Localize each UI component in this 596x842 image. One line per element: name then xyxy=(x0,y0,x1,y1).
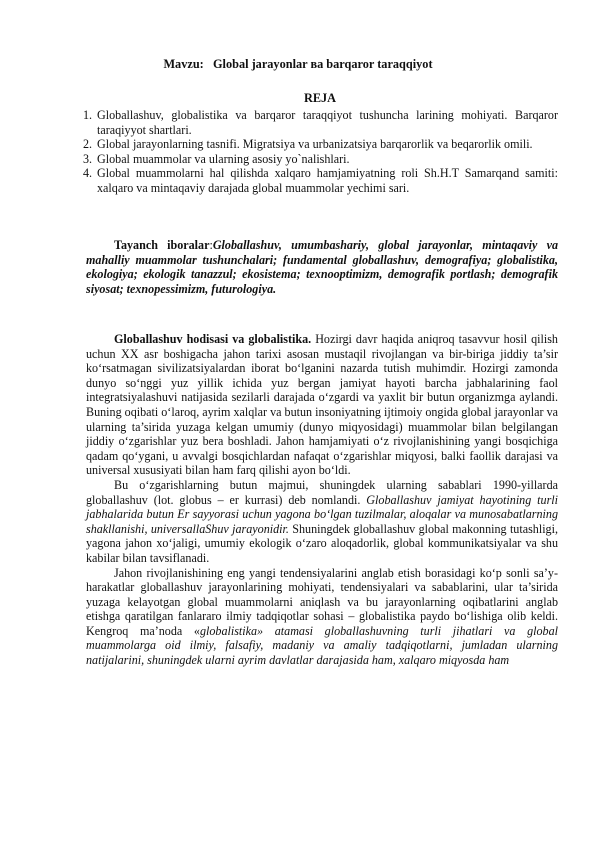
plan-item-number: 3. xyxy=(83,151,93,166)
keywords-label: Tayanch iboralar xyxy=(114,238,210,252)
plan-item xyxy=(83,137,558,152)
paragraph xyxy=(86,332,558,478)
paragraph xyxy=(86,478,558,566)
plan-item xyxy=(83,151,558,167)
plan-item-number: 4. xyxy=(83,166,93,181)
paragraph-text: Jahon rivojlanishining eng yangi tendensiyalarini anglab etish borasidagi ko‘p sonli sa’y-harakatlar globallashuv jarayonlarining mohiyati, tendensiyalari va sabablarini, ular ta’sirida yuzaga kelayotgan global muammolarni aniqlash va bu jarayonlarning oqibatlarini anglab etishga qaratilgan fanlararo ilmiy tadqiqotlar sohasi – globalistika paydo bo‘lishiga olib keldi. Kengroq ma’noda « xyxy=(86,565,558,638)
keywords-colon: : xyxy=(209,238,213,252)
definition-text: Globallashuv jamiyat hayotining turli jabhalarida butun Er sayyorasi uchun yagona bo‘lgan tuzilmalar, aloqalar va munosabatlarning shakllanishi, universallaShuv jarayonidir. xyxy=(86,492,558,536)
plan-item-text: Global muammolarni hal qilishda xalqaro hamjamiyatning roli Sh.H.T Samarqand samiti: xalqaro va mintaqaviy darajada global muammolar yechimi sari. xyxy=(97,166,558,195)
plan-item-text: Global muammolar va ularning asosiy yo`nalishlari. xyxy=(97,151,350,166)
plan-item-number: 2. xyxy=(83,137,93,152)
main-text xyxy=(86,332,558,668)
plan-item-text: Globallashuv, globalistika va barqaror taraqqiyot tushuncha larining mohiyati. Barqaror taraqiyyot shartlari. xyxy=(97,108,558,137)
section-heading: Globallashuv hodisasi va globalistika. xyxy=(114,332,312,346)
paragraph-text: Hozirgi davr haqida aniqroq tasavvur hosil qilish uchun XX asr boshigacha jahon tarixi asosan mustaqil rivojlangan va bir-biriga jiddiy ta’sir ko‘rsatmagan sivilizatsiyalardan iborat bo‘lganini nazarda tutish muhimdir. Hozirgi zamonda dunyo so‘nggi yuz yillik ichida yuz bergan jamiyat hayoti barcha jabhalarining faol integratsiyalashuvi natijasida sezilarli darajada o‘zgardi va yaxlit bir butun organizmga aylandi. Buning oqibati o‘laroq, ayrim xalqlar va butun insoniyatning ijtimoiy ongida global jarayonlar va ularning ta’sirida yuzaga kelgan umumiy (dunyo miqyosidagi) muammolar bilan belgilangan jiddiy o‘zgarishlar yuz bera boshladi. Jahon hamjamiyati o‘z rivojlanishining yangi bosqichiga qadam qo‘ygani, u avvalgi bosqichlardan nafaqat o‘zgarishlar miqyosi, balki faollik darajasi va universal xususiyati bilan ham farq qilishi ayon bo‘ldi. xyxy=(86,332,558,478)
plan-item xyxy=(83,166,558,195)
plan-heading: REJA xyxy=(303,91,337,105)
plan-item-text: Global jarayonlarning tasnifi. Migratsiya va urbanizatsiya barqarorlik va beqarorlik omili. xyxy=(97,137,533,152)
plan-item xyxy=(83,108,558,137)
emphasis-text: globalistika» atamasi globallashuvning turli jihatlari va global muammolarga oid ilmiy, falsafiy, madaniy va amaliy tadqiqotlarni, jumladan ularning natijalarini, shuningdek ularni ayrim davlatlar darajasida ham, xalqaro miqyosda ham xyxy=(86,623,558,668)
plan-item-number: 1. xyxy=(83,108,93,122)
paragraph xyxy=(86,566,558,668)
paragraph-text: Shuningdek globallashuv global makonning tutashligi, yagona jahon xo‘jaligi, umumiy ekologik o‘zaro aloqadorlik, global kommunikatsiyalar va shu kabilar bilan tavsiflanadi. xyxy=(86,521,558,565)
keywords-paragraph xyxy=(86,238,558,296)
keywords-list: Globallashuv, umumbashariy, global jarayonlar, mintaqaviy va mahalliy muammolar tushunchalari; fundamental globallashuv, demografiya; globalistika, ekologiya; ekologik tanazzul; ekosistema; texnooptimizm, demografik portlash; demografik siyosat; texnopessimizm, futurologiya. xyxy=(86,238,559,296)
document-title: Mavzu: Global jarayonlar ва barqaror taraqqiyot xyxy=(163,57,433,71)
paragraph-text: Bu o‘zgarishlarning butun majmui, shuningdek ularning sabablari 1990-yillarda globallashuv (lot. globus – er kurrasi) deb nomlandi. xyxy=(86,477,558,507)
plan-list xyxy=(83,108,558,196)
